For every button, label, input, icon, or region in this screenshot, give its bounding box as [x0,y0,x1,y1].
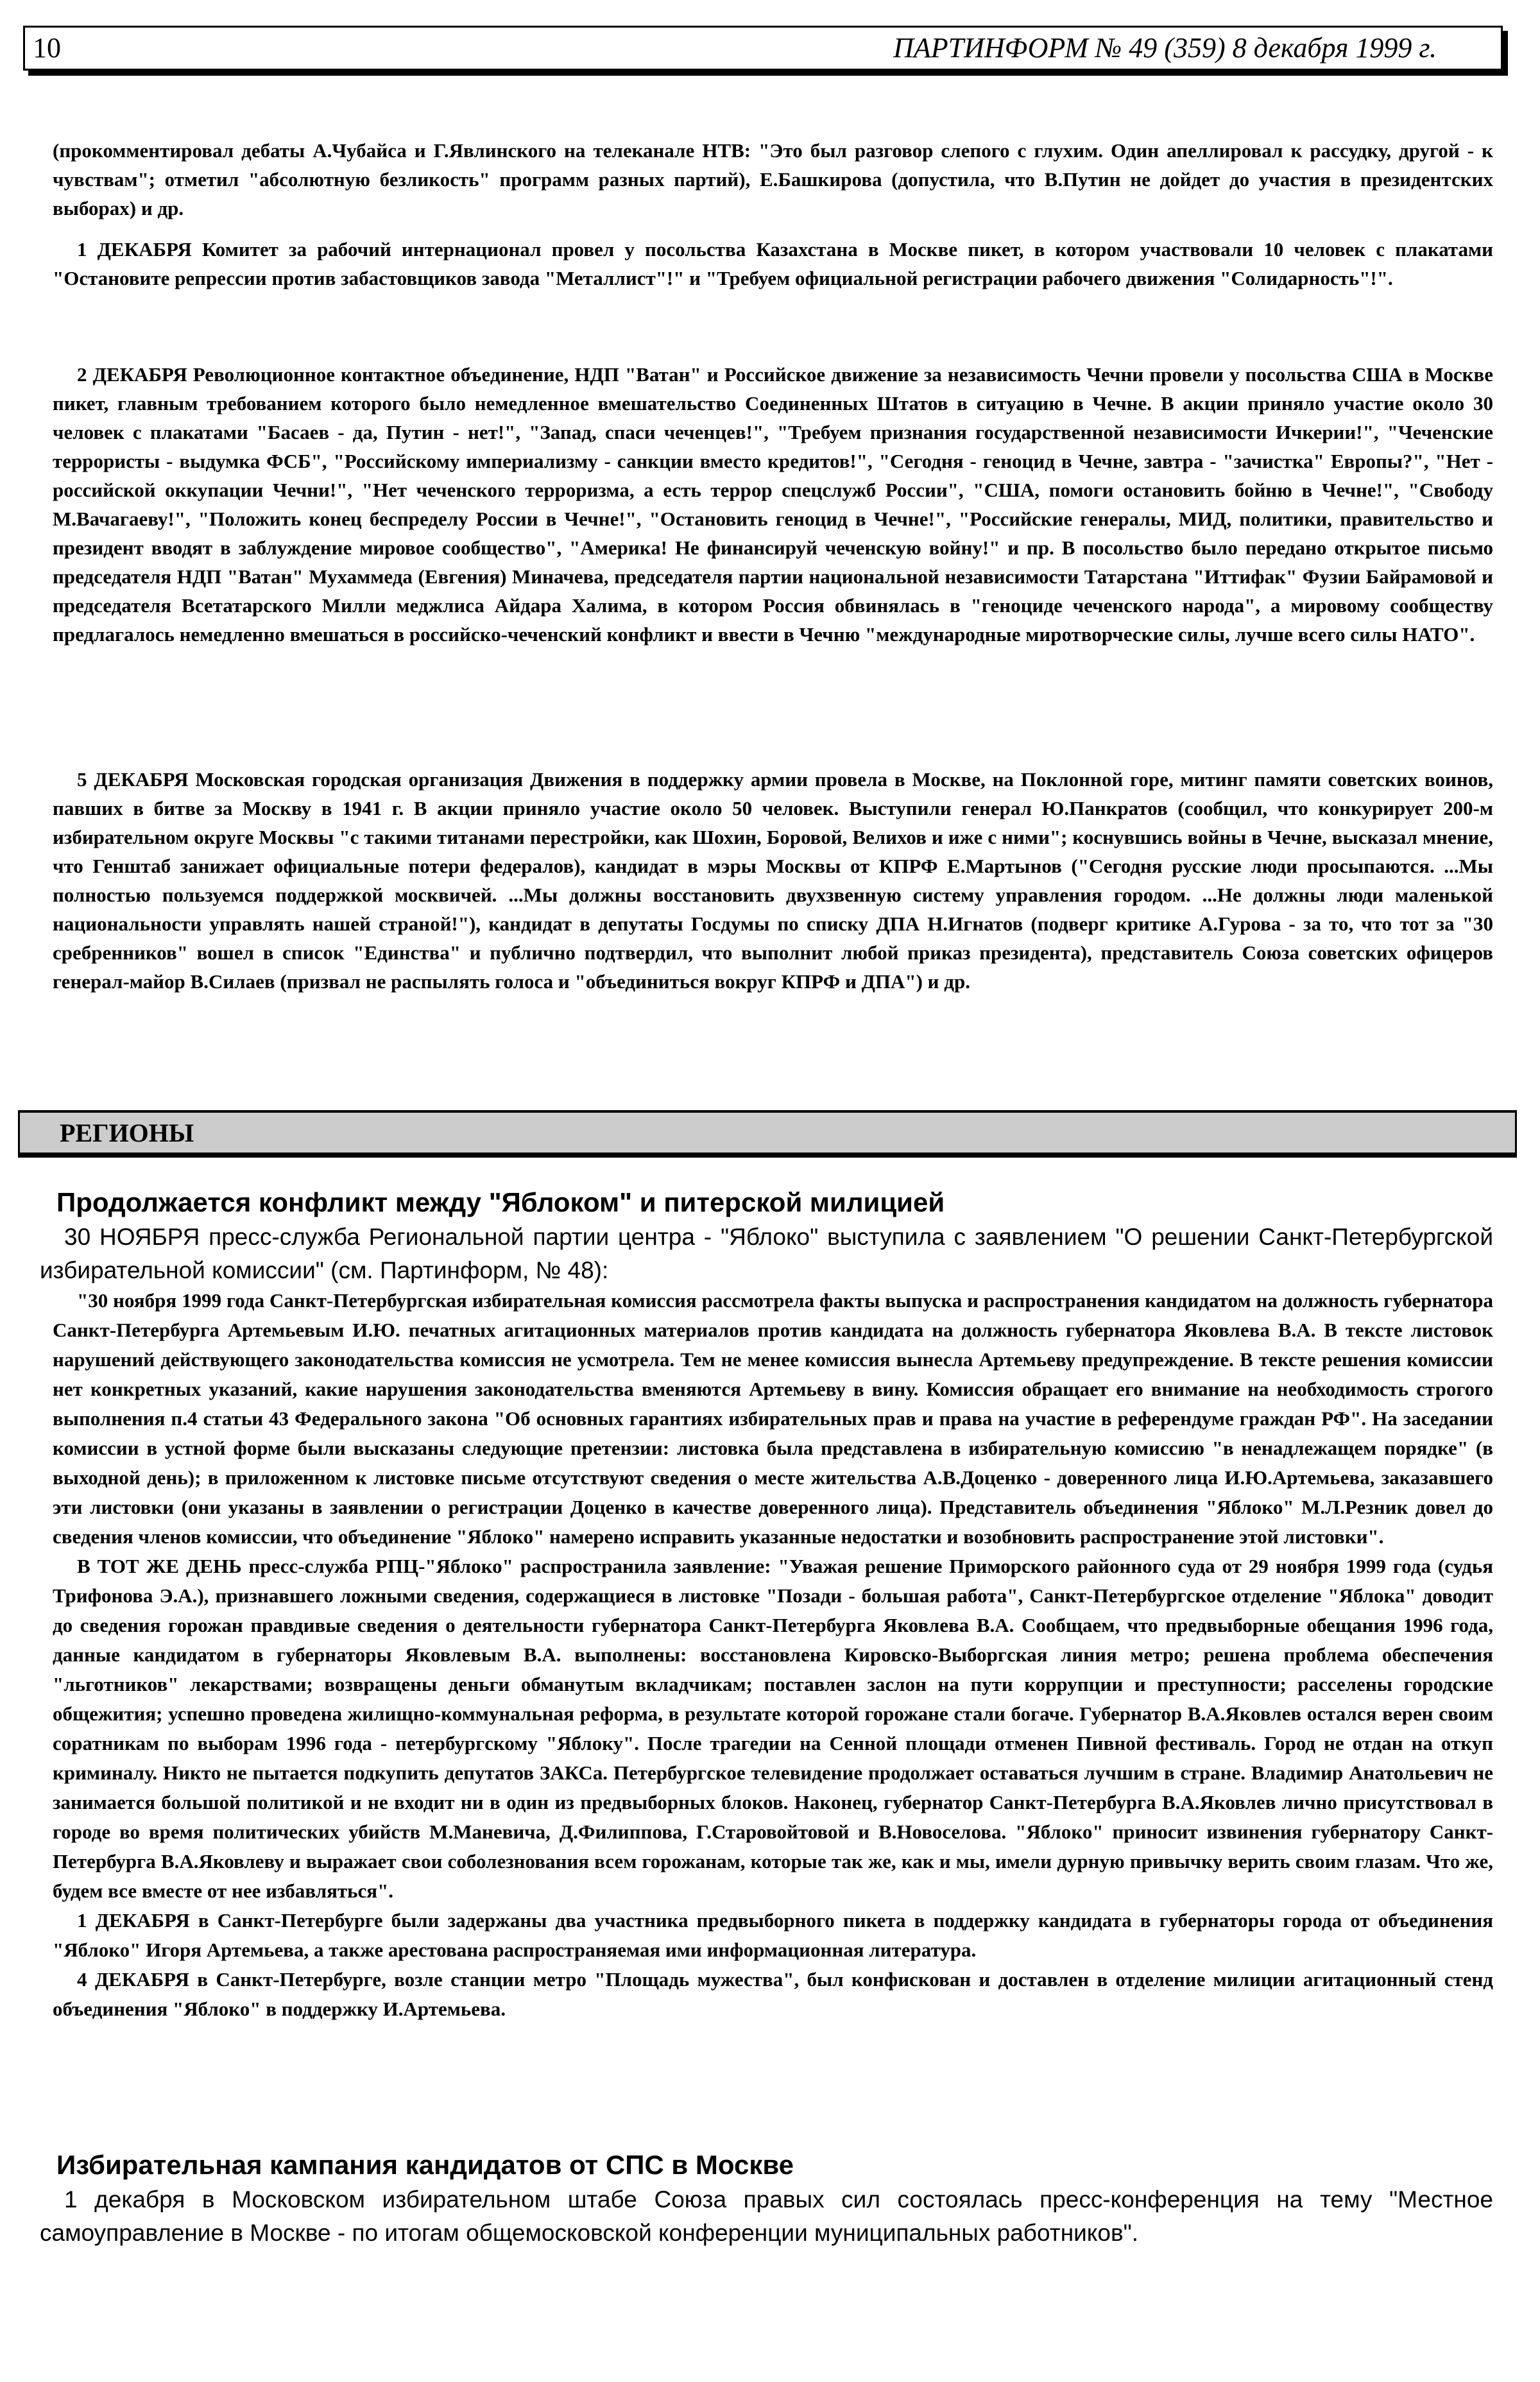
page-number: 10 [33,32,61,64]
lead-text: 30 НОЯБРЯ пресс-служба Региональной партии центра - "Яблоко" выступила с заявлением "О решении Санкт-Петербургской избирательной комиссии" (см. Партинформ, № 48): [40,1224,1493,1283]
paragraph-dec2 [53,360,1493,649]
publication-title: ПАРТИНФОРМ № 49 (359) 8 декабря 1999 г. [893,32,1437,64]
paragraph-continuation [53,136,1493,223]
paragraph: В ТОТ ЖЕ ДЕНЬ пресс-служба РПЦ-"Яблоко" распространила заявление: "Уважая решение Приморского районного суда от 29 ноября 1999 года (судья Трифонова Э.А.), признавшего ложными сведения, содержащиеся в листовке "Позади - большая работа", Санкт-Петербургское отделение "Яблока" доводит до сведения горожан правдивые сведения о деятельности губернатора Санкт-Петербурга Яковлева В.А. Сообщаем, что предвыборные обещания 1996 года, данные кандидатом в губернаторы Яковлевым В.А. выполнены: восстановлена Кировско-Выборгская линия метро; решена проблема обеспечения "льготников" лекарствами; возвращены деньги обманутым вкладчикам; поставлен заслон на пути коррупции и преступности; расселены городские общежития; успешно проведена жилищно-коммунальная реформа, в результате которой горожане стали богаче. Губернатор В.А.Яковлев остался верен своим соратникам по выборам 1996 года - петербургскому "Яблоку". После трагедии на Сенной площади отменен Пивной фестиваль. Город не отдан на откуп криминалу. Никто не пытается подкупить депутатов ЗАКСа. Петербургское телевидение продолжает оставаться лучшим в стране. Владимир Анатольевич не занимается большой политикой и не входит ни в один из предвыборных блоков. Наконец, губернатор Санкт-Петербурга В.А.Яковлев лично присутствовал в городе во время политических убийств М.Маневича, Д.Филиппова, Г.Старовойтовой и В.Новоселова. "Яблоко" приносит извинения губернатору Санкт-Петербурга В.А.Яковлеву и выражает свои соболезнования всем горожанам, которые так же, как и мы, имели дурную привычку верить своим глазам. Что же, будем все вместе от нее избавляться". [53,1555,1493,1902]
paragraph: "30 ноября 1999 года Санкт-Петербургская избирательная комиссия рассмотрела факты выпуска и распространения кандидатом на должность губернатора Санкт-Петербурга Артемьевым И.Ю. печатных агитационных материалов против кандидата на должность губернатора Яковлева В.А. В тексте листовок нарушений действующего законодательства комиссия не усмотрела. Тем не менее комиссия вынесла Артемьеву предупреждение. В тексте решения комиссии нет конкретных указаний, какие нарушения законодательства вменяются Артемьеву в вину. Комиссия обращает его внимание на необходимость строгого выполнения п.4 статьи 43 Федерального закона "Об основных гарантиях избирательных прав и права на участие в референдуме граждан РФ". На заседании комиссии в устной форме были высказаны следующие претензии: листовка была представлена в избирательную комиссию "в ненадлежащем порядке" (в выходной день); в приложенном к листовке письме отсутствуют сведения о месте жительства А.В.Доценко - доверенного лица И.Ю.Артемьева, заказавшего эти листовки (они указаны в заявлении о регистрации Доценко в качестве доверенного лица). Представитель объединения "Яблоко" М.Л.Резник довел до сведения членов комиссии, что объединение "Яблоко" намерено исправить указанные недостатки и возобновить распространение этой листовки". [53,1289,1493,1548]
article-heading: Избирательная кампания кандидатов от СПС в Москве [56,2150,794,2180]
lead-text: 1 декабря в Московском избирательном штабе Союза правых сил состоялась пресс-конференция на тему "Местное самоуправление в Москве - по итогам общемосковской конференции муниципальных работников". [40,2186,1493,2246]
article-heading: Продолжается конфликт между "Яблоком" и питерской милицией [56,1187,945,1217]
paragraph: (прокомментировал дебаты А.Чубайса и Г.Явлинского на телеканале НТВ: "Это был разговор слепого с глухим. Один апеллировал к рассудку, другой - к чувствам"; отметил "абсолютную безликость" программ разных партий), Е.Башкирова (допустила, что В.Путин не дойдет до участия в президентских выборах) и др. [53,139,1493,219]
paragraph-dec5 [53,765,1493,996]
article-lead [40,2183,1493,2250]
article-lead [40,1221,1493,1287]
section-banner [18,1110,1517,1158]
paragraph: 4 ДЕКАБРЯ в Санкт-Петербурге, возле станции метро "Площадь мужества", был конфискован и доставлен в отделение милиции агитационный стенд объединения "Яблоко" в поддержку И.Артемьева. [53,1968,1493,2020]
paragraph: 2 ДЕКАБРЯ Революционное контактное объединение, НДП "Ватан" и Российское движение за независимость Чечни провели у посольства США в Москве пикет, главным требованием которого было немедленное вмешательство Соединенных Штатов в ситуацию в Чечне. В акции приняло участие около 30 человек с плакатами "Басаев - да, Путин - нет!", "Запад, спаси чеченцев!", "Требуем признания государственной независимости Ичкерии!", "Чеченские террористы - выдумка ФСБ", "Российскому империализму - санкции вместо кредитов!", "Сегодня - геноцид в Чечне, завтра - "зачистка" Европы?", "Нет - российской оккупации Чечни!", "Нет чеченского терроризма, а есть террор спецслужб России", "США, помоги остановить бойню в Чечне!", "Свободу М.Вачагаеву!", "Положить конец беспределу России в Чечне!", "Остановить геноцид в Чечне!", "Российские генералы, МИД, политики, правительство и президент вводят в заблуждение мировое сообщество", "Америка! Не финансируй чеченскую войну!" и пр. В посольство было передано открытое письмо председателя НДП "Ватан" Мухаммеда (Евгения) Миначева, председателя партии национальной независимости Татарстана "Иттифак" Фузии Байрамовой и председателя Всетатарского Милли меджлиса Айдара Халима, в котором Россия обвинялась в "геноциде чеченского народа", а мировому сообществу предлагалось немедленно вмешаться в российско-чеченский конфликт и ввести в Чечню "международные миротворческие силы, лучше всего силы НАТО". [53,363,1493,646]
paragraph-dec1 [53,235,1493,293]
paragraph: 5 ДЕКАБРЯ Московская городская организация Движения в поддержку армии провела в Москве, на Поклонной горе, митинг памяти советских воинов, павших в битве за Москву в 1941 г. В акции приняло участие около 50 человек. Выступили генерал Ю.Панкратов (сообщил, что конкурирует 200-м избирательном округе Москвы "с такими титанами перестройки, как Шохин, Боровой, Велихов и иже с ними"; коснувшись войны в Чечне, высказал мнение, что Генштаб занижает официальные потери федералов), кандидат в мэры Москвы от КПРФ Е.Мартынов ("Сегодня русские люди просыпаются. ...Мы полностью пользуемся поддержкой москвичей. ...Мы должны восстановить двухзвенную систему управления городом. ...Не должны люди маленькой национальности управлять нашей страной!"), кандидат в депутаты Госдумы по списку ДПА Н.Игнатов (подверг критике А.Гурова - за то, что тот за "30 сребренников" вошел в список "Единства" и публично подтвердил, что выполнит любой приказ президента), представитель Союза советских офицеров генерал-майор В.Силаев (призвал не распылять голоса и "объединиться вокруг КПРФ и ДПА") и др. [53,768,1493,993]
paragraph: 1 ДЕКАБРЯ Комитет за рабочий интернационал провел у посольства Казахстана в Москве пикет, в котором участвовали 10 человек с плакатами "Остановите репрессии против забастовщиков завода "Металлист"!" и "Требуем официальной регистрации рабочего движения "Солидарность"!". [53,238,1493,289]
paragraph: 1 ДЕКАБРЯ в Санкт-Петербурге были задержаны два участника предвыборного пикета в поддержку кандидата в губернаторы города от объединения "Яблоко" Игоря Артемьева, а также арестована распространяемая ими информационная литература. [53,1909,1493,1961]
article-body [53,1286,1493,2024]
page-header [23,26,1503,71]
section-title: РЕГИОНЫ [60,1118,194,1147]
